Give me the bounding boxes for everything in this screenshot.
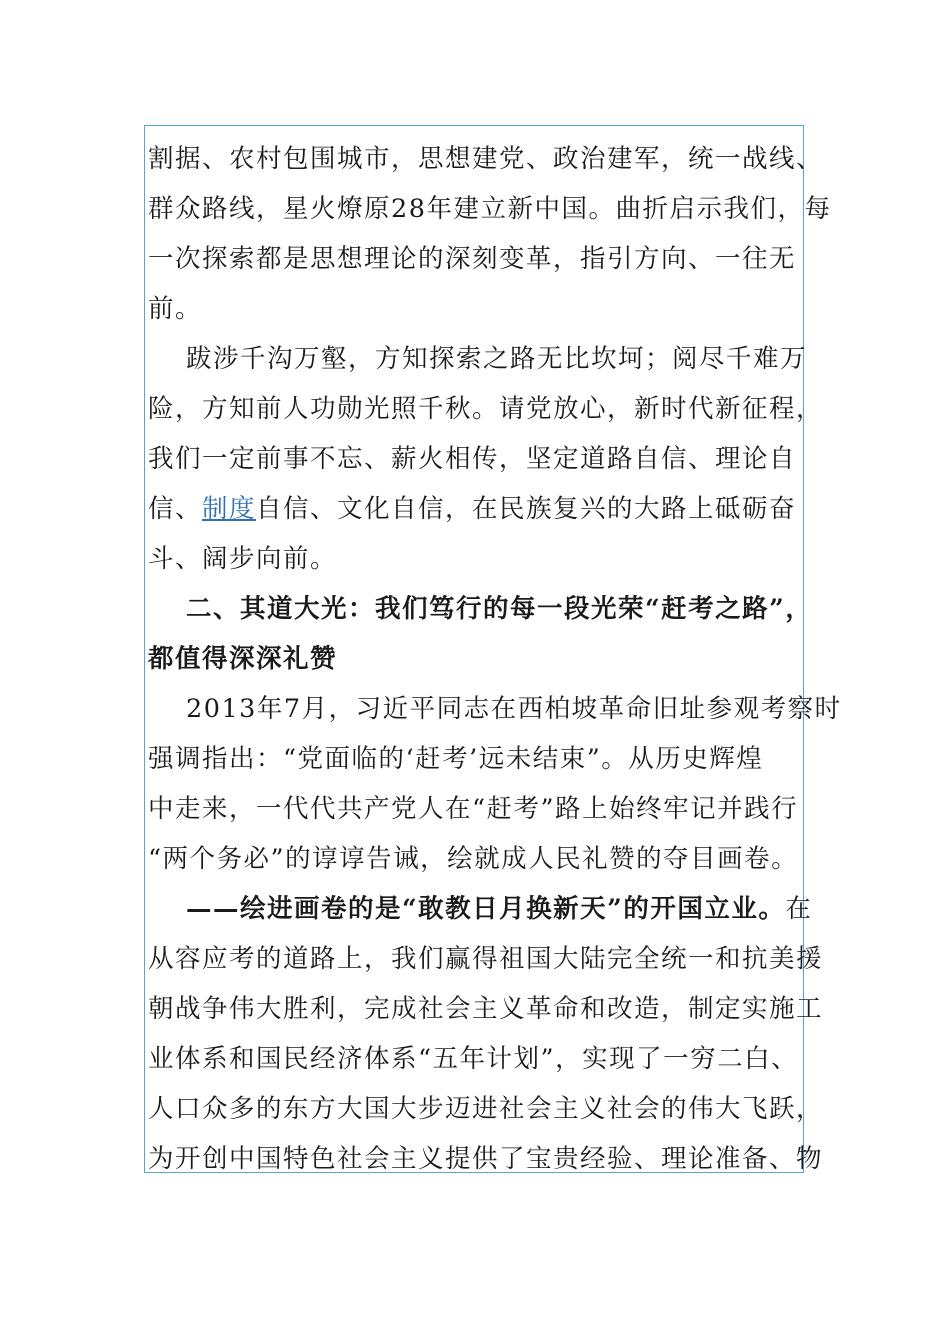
text-line: 朝战争伟大胜利，完成社会主义革命和改造，制定实施工 xyxy=(148,994,824,1024)
text-line: 中走来，一代代共产党人在“赶考”路上始终牢记并践行 xyxy=(148,794,799,824)
text-line: “两个务必”的谆谆告诫，绘就成人民礼赞的夺目画卷。 xyxy=(148,844,799,874)
text-line: 2013年7月，习近平同志在西柏坡革命旧址参观考察时 xyxy=(186,694,842,724)
text-line xyxy=(148,484,796,534)
text-line: 前。 xyxy=(148,294,203,324)
text-line: 割据、农村包围城市，思想建党、政治建军，统一战线、 xyxy=(148,144,824,174)
document-frame xyxy=(144,125,842,1174)
text-line: 群众路线，星火燎原28年建立新中国。曲折启示我们，每 xyxy=(148,194,832,224)
text-line: 险，方知前人功勋光照千秋。请党放心，新时代新征程， xyxy=(148,394,824,424)
text-line: 一次探索都是思想理论的深刻变革，指引方向、一往无 xyxy=(148,244,797,274)
text-line: 强调指出：“党面临的‘赶考’远未结束”。从历史辉煌 xyxy=(148,744,764,774)
section-heading: 都值得深深礼赞 xyxy=(148,644,338,674)
text-line: 人口众多的东方大国大步迈进社会主义社会的伟大飞跃， xyxy=(148,1094,824,1124)
text-line: 跋涉千沟万壑，方知探索之路无比坎坷；阅尽千难万 xyxy=(186,344,808,374)
text-segment: 在 xyxy=(785,894,813,924)
text-segment: 自信、文化自信，在民族复兴的大路上砥砺奋 xyxy=(256,494,797,524)
text-line: 为开创中国特色社会主义提供了宝贵经验、理论准备、物 xyxy=(148,1144,824,1174)
text-line: 我们一定前事不忘、薪火相传，坚定道路自信、理论自 xyxy=(148,444,797,474)
section-heading: 二、其道大光：我们笃行的每一段光荣“赶考之路”， xyxy=(186,594,813,624)
text-line xyxy=(186,884,812,934)
text-line: 业体系和国民经济体系“五年计划”，实现了一穷二白、 xyxy=(148,1044,799,1074)
institution-link[interactable]: 制度 xyxy=(202,494,257,524)
text-line: 斗、阔步向前。 xyxy=(148,544,338,574)
text-line: 从容应考的道路上，我们赢得祖国大陆完全统一和抗美援 xyxy=(148,944,824,974)
text-segment: 信、 xyxy=(148,494,203,524)
subheading-text: ——绘进画卷的是“敢教日月换新天”的开国立业。 xyxy=(186,894,786,924)
